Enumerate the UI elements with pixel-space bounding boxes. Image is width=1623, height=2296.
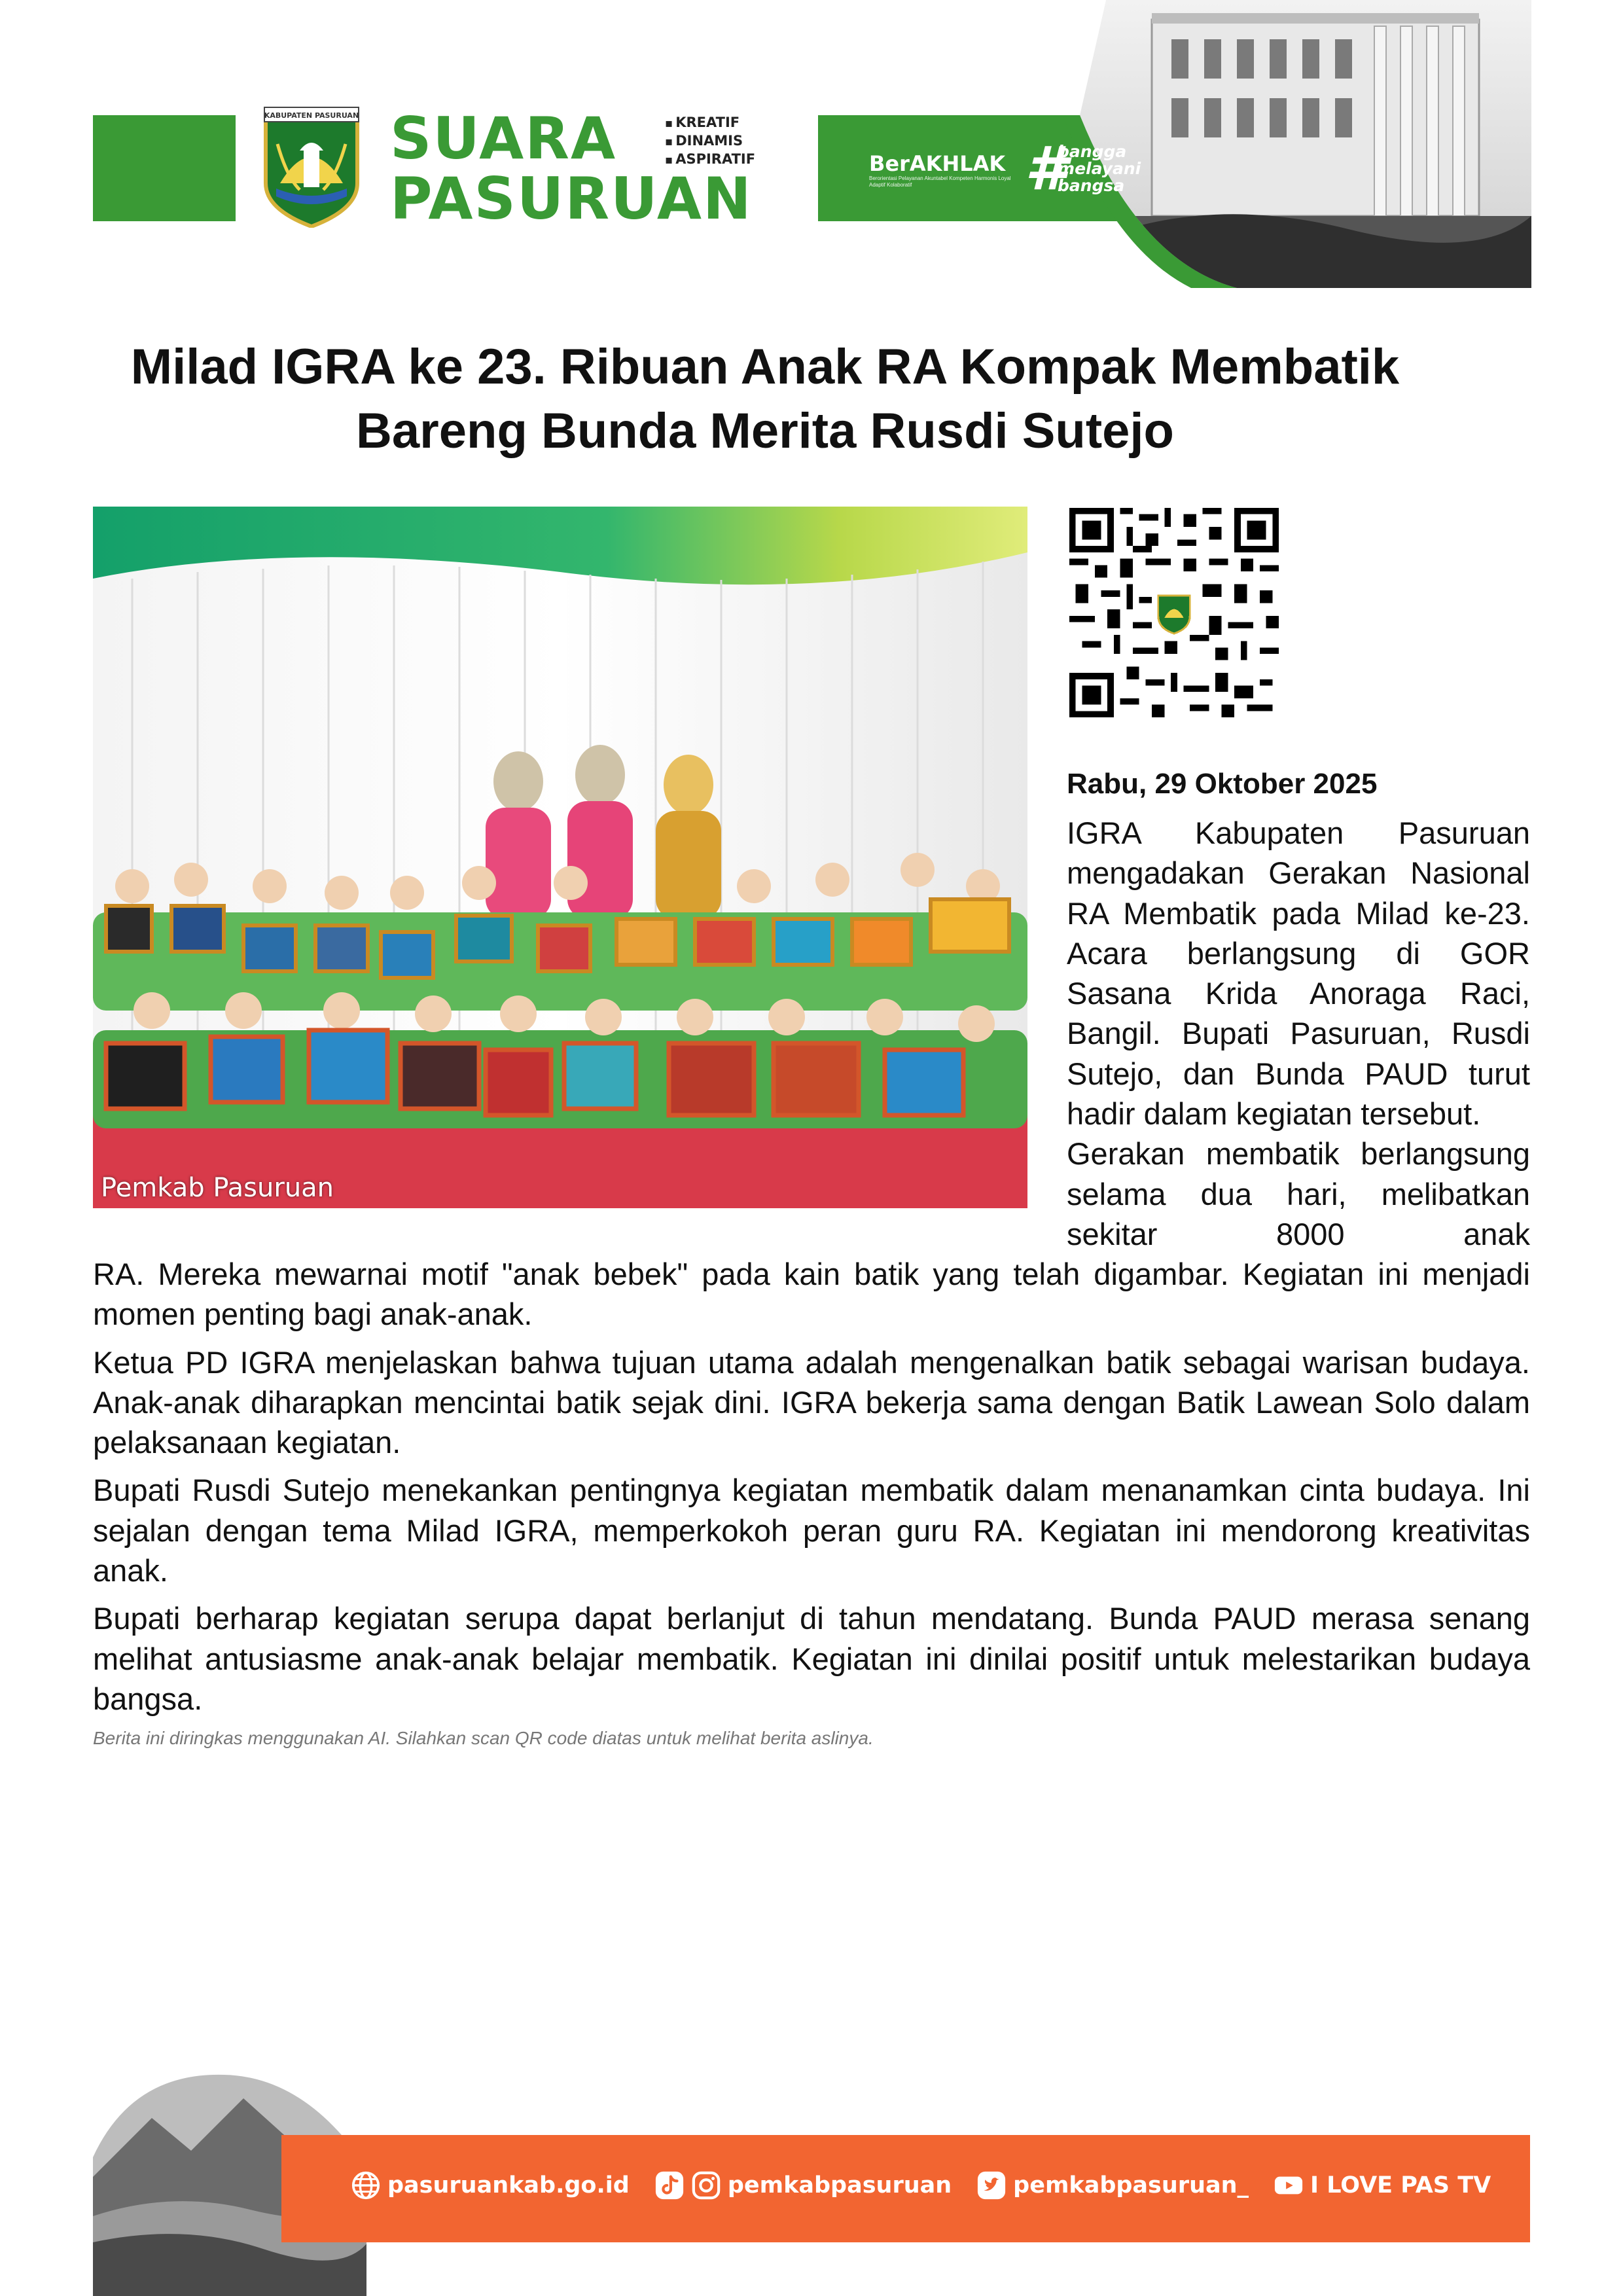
brand-line-2: PASURUAN xyxy=(390,165,753,232)
instagram-handle: pemkabpasuruan xyxy=(727,2172,952,2198)
pasuruan-emblem-icon xyxy=(260,105,363,228)
tagline-1: ▪ KREATIF xyxy=(665,114,755,132)
berakhlak-label: BerAKHLAK xyxy=(869,151,1006,176)
article-photo xyxy=(93,507,1027,1208)
footer-youtube[interactable] xyxy=(1274,2170,1491,2200)
berakhlak-logo xyxy=(869,152,1020,188)
ai-disclaimer: Berita ini diringkas menggunakan AI. Silahkan scan QR code diatas untuk melihat berita aslinya. xyxy=(93,1728,874,1749)
children-batik-photo xyxy=(93,507,1027,1208)
youtube-icon xyxy=(1274,2170,1304,2200)
instagram-icon xyxy=(691,2170,721,2200)
paragraph-2-start: Gerakan membatik berlangsung selama dua hari, melibatkan sekitar 8000 anak xyxy=(1067,1136,1530,1251)
brand-taglines xyxy=(665,114,755,169)
tagline-3: ▪ ASPIRATIF xyxy=(665,151,755,169)
footer-tiktok-instagram[interactable] xyxy=(654,2170,952,2200)
paragraph-2-end: RA. Mereka mewarnai motif "anak bebek" pada kain batik yang telah digambar. Kegiatan ini menjadi momen penting bagi anak-anak. xyxy=(93,1257,1530,1332)
article-intro xyxy=(1067,813,1530,1254)
footer-green-strip xyxy=(93,2242,368,2296)
berakhlak-subtitle: Berorientasi Pelayanan Akuntabel Kompeten Harmonis Loyal Adaptif Kolaboratif xyxy=(869,175,1011,188)
photo-caption: Pemkab Pasuruan xyxy=(101,1173,334,1203)
bangga-melayani-logo xyxy=(1025,134,1141,204)
paragraph-1: IGRA Kabupaten Pasuruan mengadakan Gerakan Nasional RA Membatik pada Milad ke-23. Acara berlangsung di GOR Sasana Krida Anoraga Raci, Bangil. Bupati Pasuruan, Rusdi Sutejo, dan Bunda PAUD turut hadir dalam kegiatan tersebut. xyxy=(1067,816,1530,1132)
twitter-icon xyxy=(976,2170,1007,2200)
hashtag-icon: # xyxy=(1025,134,1067,204)
tiktok-icon xyxy=(654,2170,685,2200)
bangga-line-2: melayani xyxy=(1058,159,1141,178)
paragraph-5: Bupati berharap kegiatan serupa dapat berlanjut di tahun mendatang. Bunda PAUD merasa senang melihat antusiasme anak-anak belajar membatik. Kegiatan ini dinilai positif untuk melestarikan budaya bangsa. xyxy=(93,1601,1530,1716)
footer-corner-shape xyxy=(366,2242,537,2296)
emblem-banner-text: KABUPATEN PASURUAN xyxy=(264,111,359,120)
bangga-line-3: bangsa xyxy=(1058,176,1125,195)
tagline-2: ▪ DINAMIS xyxy=(665,132,755,151)
globe-icon xyxy=(351,2170,381,2200)
header-left-green-bar xyxy=(93,115,236,221)
website-text: pasuruankab.go.id xyxy=(387,2172,630,2198)
footer-website[interactable] xyxy=(351,2170,630,2200)
twitter-handle: pemkabpasuruan_ xyxy=(1013,2172,1249,2198)
qr-code[interactable] xyxy=(1069,508,1279,717)
footer-contacts xyxy=(351,2170,1516,2200)
bangga-line-1: bangga xyxy=(1058,142,1127,161)
brand-line-1: SUARA xyxy=(390,105,617,172)
paragraph-4: Bupati Rusdi Sutejo menekankan pentingnya kegiatan membatik dalam menanamkan cinta budaya. Ini sejalan dengan tema Milad IGRA, memperkokoh peran guru RA. Kegiatan ini mendorong kreativitas anak. xyxy=(93,1473,1530,1588)
article-title: Milad IGRA ke 23. Ribuan Anak RA Kompak Membatik Bareng Bunda Merita Rusdi Sutejo xyxy=(130,339,1400,459)
article-body xyxy=(93,1254,1530,1750)
youtube-channel: I LOVE PAS TV xyxy=(1310,2172,1491,2198)
article-date: Rabu, 29 Oktober 2025 xyxy=(1067,768,1378,800)
paragraph-3: Ketua PD IGRA menjelaskan bahwa tujuan utama adalah mengenalkan batik sebagai warisan budaya. Anak-anak diharapkan mencintai batik sejak dini. IGRA bekerja sama dengan Batik Lawean Solo dalam pelaksanaan kegiatan. xyxy=(93,1344,1530,1460)
footer-twitter[interactable] xyxy=(976,2170,1249,2200)
